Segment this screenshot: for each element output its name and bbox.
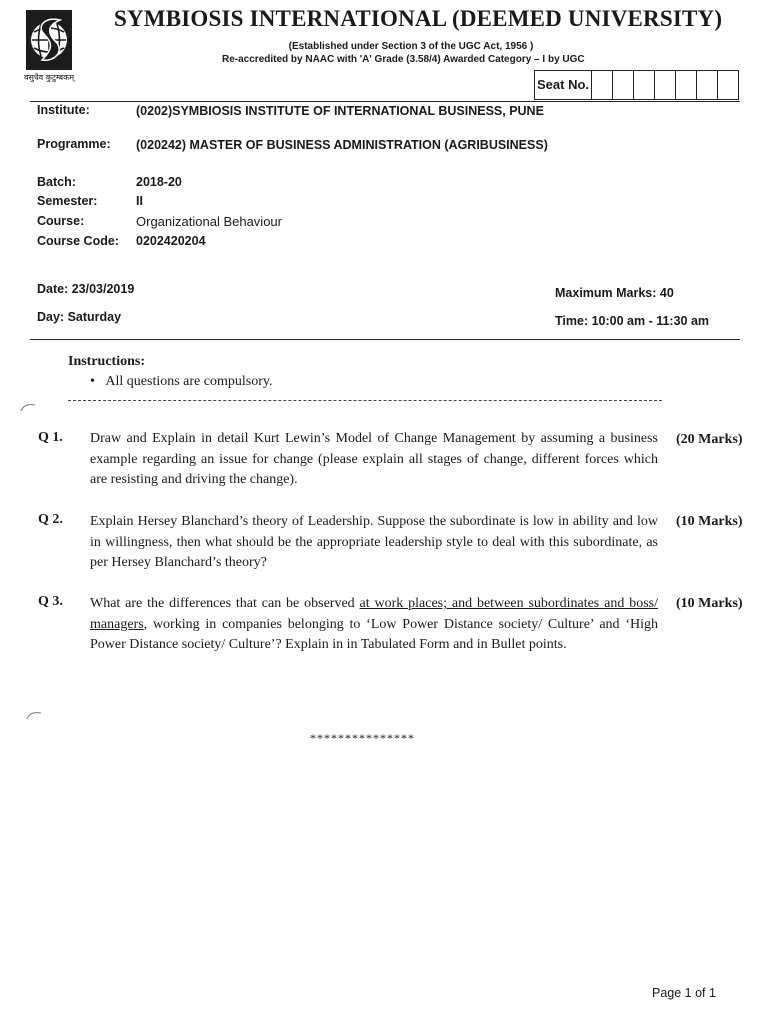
question-number: Q 1.	[38, 430, 63, 445]
header-divider	[30, 101, 740, 102]
question-text-part: What are the differences that can be observed	[90, 596, 360, 611]
instructions-title: Instructions:	[68, 354, 146, 369]
seat-number-cell	[697, 71, 718, 99]
accreditation-line: Re-accredited by NAAC with 'A' Grade (3.58/4) Awarded Category – I by UGC	[222, 54, 585, 65]
question-number: Q 2.	[38, 512, 63, 527]
seat-number-cell	[634, 71, 655, 99]
seat-number-cell	[613, 71, 634, 99]
question-marks: (10 Marks)	[676, 514, 743, 529]
programme-label: Programme:	[37, 137, 111, 151]
dashed-separator	[68, 400, 662, 401]
seat-number-cell	[718, 71, 738, 99]
question-text	[90, 594, 658, 656]
university-logo	[26, 10, 72, 70]
question-number: Q 3.	[38, 594, 63, 609]
course-value: Organizational Behaviour	[136, 214, 282, 229]
bullet-icon: •	[90, 374, 106, 389]
established-line: (Established under Section 3 of the UGC Act, 1956 )	[288, 41, 534, 52]
question-text-underlined: at work places; and between subordinates and boss/ managers	[90, 596, 658, 632]
question-marks: (20 Marks)	[676, 432, 743, 447]
batch-value: 2018-20	[136, 175, 182, 189]
punch-mark-icon	[20, 402, 36, 412]
instruction-item	[90, 374, 272, 390]
seat-number-cell	[676, 71, 697, 99]
semester-label: Semester:	[37, 194, 98, 208]
exam-date: Date: 23/03/2019	[37, 282, 135, 296]
university-title: SYMBIOSIS INTERNATIONAL (DEEMED UNIVERSITY)	[114, 6, 723, 31]
programme-value: (020242) MASTER OF BUSINESS ADMINISTRATION (AGRIBUSINESS)	[136, 138, 548, 152]
question-text: Draw and Explain in detail Kurt Lewin’s Model of Change Management by assuming a business example regarding an issue for change (please explain all stages of change, different forces which are resisting and driving the change).	[90, 431, 658, 487]
end-of-paper-marker: ***************	[310, 731, 415, 745]
exam-time: Time: 10:00 am - 11:30 am	[555, 314, 710, 328]
course-code-label: Course Code:	[37, 234, 119, 248]
institute-label: Institute:	[37, 103, 90, 117]
question-text-part: , working in companies belonging to ‘Low Power Distance society/ Culture’ and ‘High Power Distance society/ Culture’? Explain in in Tabulated Form and in Bullet points.	[90, 616, 658, 652]
exam-day: Day: Saturday	[37, 310, 122, 324]
seat-number-box	[534, 70, 739, 100]
details-divider	[30, 339, 740, 340]
institute-value: (0202)SYMBIOSIS INSTITUTE OF INTERNATIONAL BUSINESS, PUNE	[136, 104, 544, 118]
course-code-value: 0202420204	[136, 234, 206, 248]
punch-mark-icon	[26, 710, 42, 720]
maximum-marks: Maximum Marks: 40	[555, 286, 674, 300]
question-marks: (10 Marks)	[676, 596, 743, 611]
seat-number-cell	[592, 71, 613, 99]
seat-number-cell	[655, 71, 676, 99]
seat-number-label: Seat No.	[535, 71, 592, 99]
batch-label: Batch:	[37, 175, 76, 189]
question-text: Explain Hersey Blanchard’s theory of Leadership. Suppose the subordinate is low in ability and low in willingness, then what should be the appropriate leadership style to deal with this subordinate, as per Hersey Blanchard’s theory?	[90, 514, 658, 570]
logo-tagline: वसुधैव कुटुम्बकम्	[24, 73, 75, 82]
page-number: Page 1 of 1	[652, 986, 716, 1000]
course-label: Course:	[37, 214, 85, 228]
semester-value: II	[136, 194, 143, 208]
instruction-text: All questions are compulsory.	[105, 374, 273, 389]
